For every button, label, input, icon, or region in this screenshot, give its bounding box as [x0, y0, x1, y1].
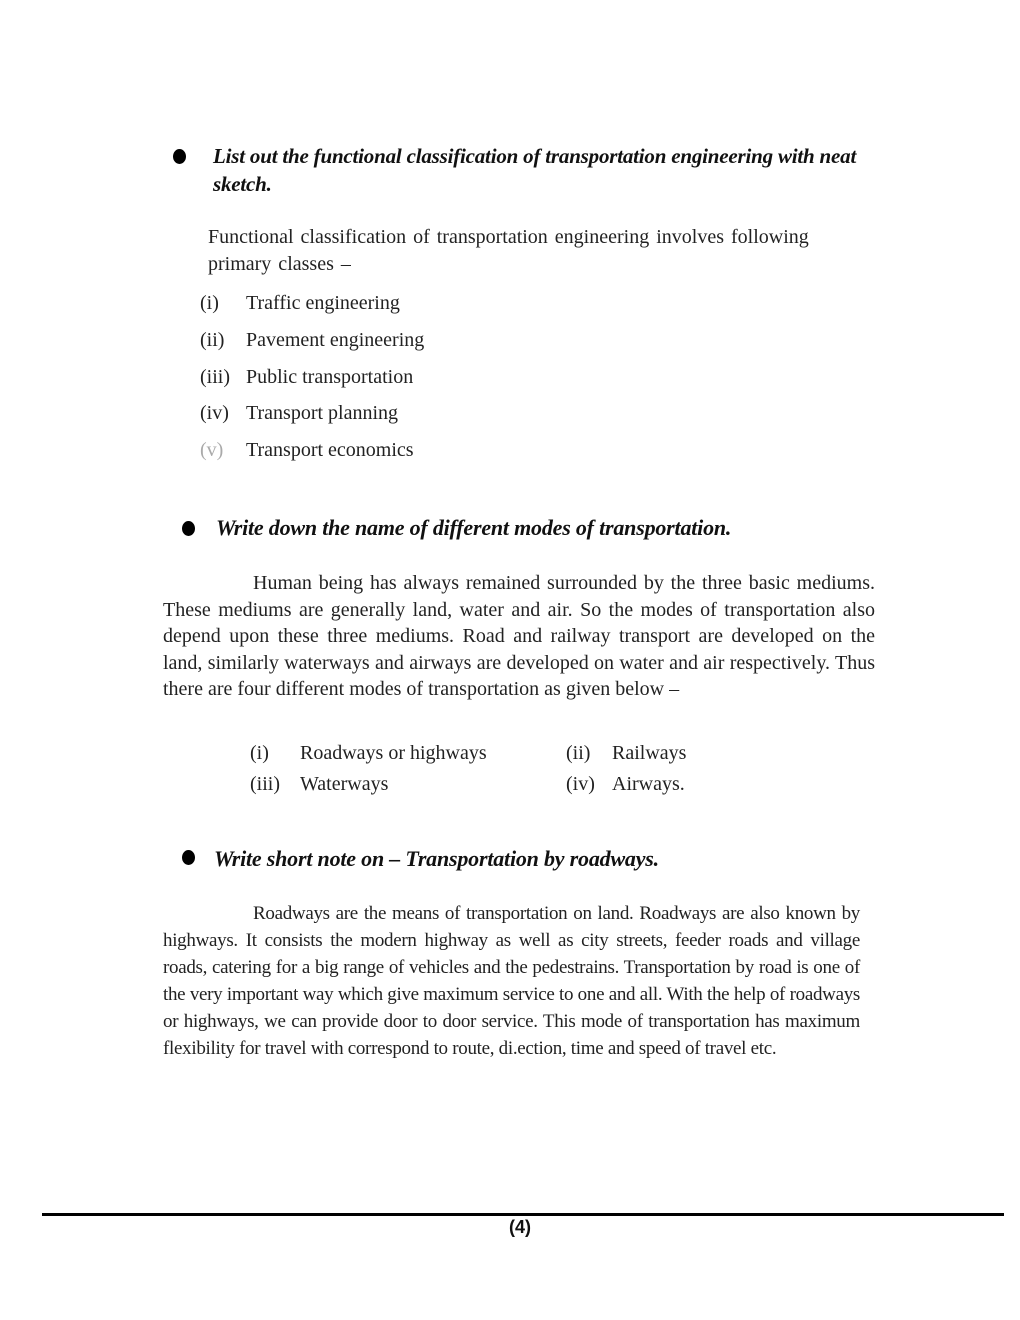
question-heading-1: List out the functional classification of transportation engineering with neat sketch.: [213, 144, 857, 196]
list-item: [200, 437, 414, 463]
list-item: [200, 290, 400, 316]
section-1-intro: Functional classification of transportation engineering involves following primary classes –: [208, 226, 809, 275]
list-number: (ii): [566, 742, 591, 764]
list-text: Pavement engineering: [246, 329, 425, 351]
question-heading-3: Write short note on – Transportation by roadways.: [214, 846, 659, 871]
list-text: Public transportation: [246, 366, 414, 388]
bullet-icon: [182, 850, 195, 865]
list-text: Waterways: [300, 773, 389, 795]
list-item: [250, 771, 388, 797]
list-text: Transport planning: [246, 402, 399, 424]
section-3-paragraph: Roadways are the means of transportation on land. Roadways are also known by highways. It consists the modern highway as well as city streets, feeder roads and village roads, catering for a big range of vehicles and the pedestrains. Transportation by road is one of the very important way which give maximum service to one and all. With the help of roadways or highways, we can provide door to door service. This mode of transportation has maximum flexibility for travel with correspond to route, di.ection, time and speed of travel etc.: [163, 903, 860, 1059]
list-number: (ii): [200, 329, 225, 351]
list-number: (v): [200, 439, 224, 461]
list-item: [566, 740, 686, 766]
page-number: (4): [509, 1217, 531, 1237]
list-number: (iv): [200, 402, 229, 424]
list-number: (i): [200, 292, 219, 314]
list-number: (iii): [200, 366, 230, 388]
footer-divider: [42, 1213, 1004, 1216]
list-number: (i): [250, 742, 269, 764]
list-item: [200, 400, 398, 426]
section-2-paragraph: Human being has always remained surrounded by the three basic mediums. These mediums are generally land, water and air. So the modes of transportation also depend upon these three mediums. Road and railway transport are developed on the land, similarly waterways and airways are developed on water and air respectively. Thus there are four different modes of transportation as given below –: [163, 572, 875, 700]
list-number: (iv): [566, 773, 595, 795]
bullet-icon: [182, 521, 195, 536]
list-text: Traffic engineering: [246, 292, 400, 314]
list-item: [250, 740, 487, 766]
list-number: (iii): [250, 773, 280, 795]
question-heading-2: Write down the name of different modes of transportation.: [216, 515, 732, 540]
list-item: [200, 364, 413, 390]
list-text: Roadways or highways: [300, 742, 487, 764]
bullet-icon: [173, 149, 186, 164]
list-text: Railways: [612, 742, 687, 764]
list-text: Transport economics: [246, 439, 414, 461]
list-text: Airways.: [612, 773, 685, 795]
list-item: [200, 327, 424, 353]
list-item: [566, 771, 685, 797]
